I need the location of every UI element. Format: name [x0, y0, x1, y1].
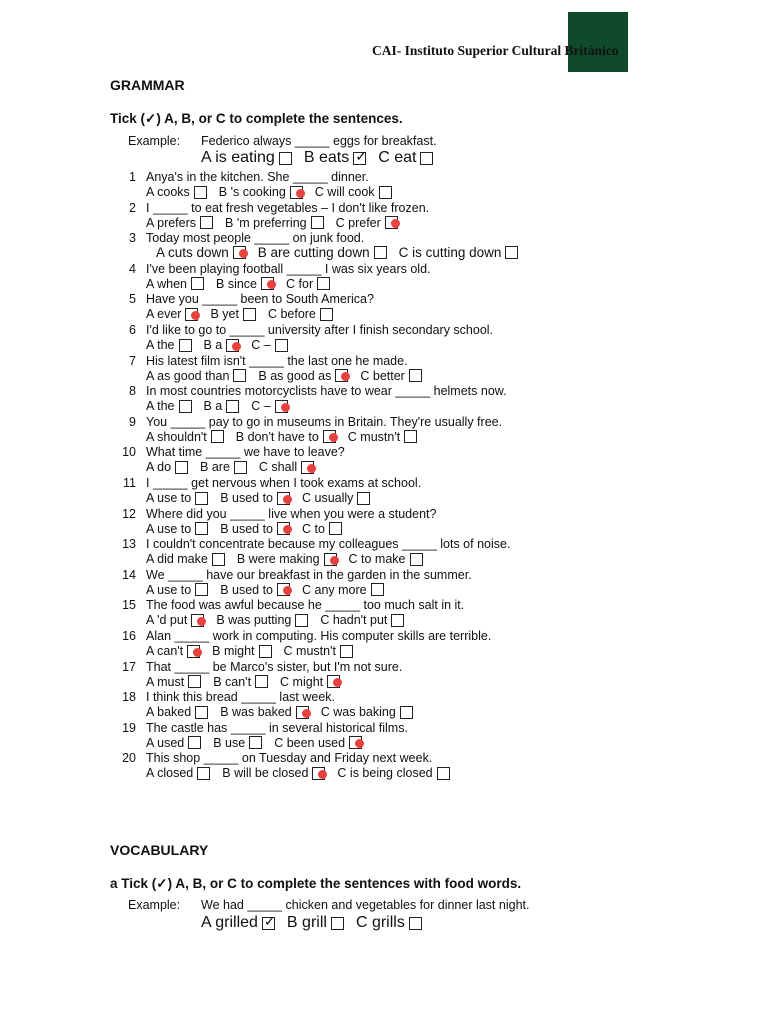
red-dot-mark-icon: [283, 495, 292, 504]
answer-option: [212, 644, 271, 658]
answer-checkbox[interactable]: [404, 430, 417, 443]
red-dot-mark-icon: [391, 219, 400, 228]
option-label: A use to: [146, 582, 192, 597]
answer-checkbox[interactable]: [420, 152, 433, 165]
red-dot-mark-icon: [296, 189, 305, 198]
answer-checkbox[interactable]: [290, 186, 303, 199]
grammar-example-label: Example:: [128, 134, 181, 148]
question-number: 5: [129, 292, 136, 307]
option-label: B as good as: [258, 368, 332, 383]
option-label: B was baked: [220, 705, 292, 720]
answer-option: [146, 491, 208, 505]
red-dot-mark-icon: [329, 433, 338, 442]
question-number: 19: [122, 720, 136, 735]
answer-option: [274, 736, 362, 750]
option-label: C –: [251, 399, 271, 414]
answer-checkbox[interactable]: [211, 430, 224, 443]
option-label: C is being closed: [337, 766, 433, 781]
option-label: C might: [280, 674, 324, 689]
answer-option: [337, 766, 449, 780]
answer-options-row: [146, 307, 345, 321]
option-label: B used to: [220, 582, 274, 597]
option-label: A must: [146, 674, 185, 689]
option-label: A cuts down: [156, 245, 229, 261]
question-number: 20: [122, 751, 136, 766]
answer-checkbox[interactable]: [357, 492, 370, 505]
answer-options-row: [146, 766, 462, 780]
question-number: 11: [123, 476, 136, 490]
option-label: B a: [203, 399, 223, 414]
red-dot-mark-icon: [232, 342, 241, 351]
answer-checkbox[interactable]: [296, 706, 309, 719]
answer-option: [219, 185, 303, 199]
answer-checkbox[interactable]: [249, 736, 262, 749]
answer-option: [320, 613, 404, 627]
answer-option: [315, 185, 392, 199]
answer-option: [378, 149, 433, 167]
question-number: 8: [129, 384, 136, 399]
question-text: I _____ to eat fresh vegetables – I don't like frozen.: [146, 200, 430, 215]
option-label: A 'd put: [146, 613, 188, 628]
answer-option: [201, 914, 275, 932]
answer-checkbox[interactable]: [409, 369, 422, 382]
grammar-example-sentence: Federico always _____ eggs for breakfast.: [201, 134, 437, 148]
red-dot-mark-icon: [302, 709, 311, 718]
question-number: 13: [122, 537, 136, 552]
option-label: C to: [302, 521, 325, 536]
answer-checkbox[interactable]: [385, 216, 398, 229]
answer-checkbox[interactable]: [233, 369, 246, 382]
red-dot-mark-icon: [355, 739, 364, 748]
red-dot-mark-icon: [283, 586, 292, 595]
answer-option: [146, 399, 192, 413]
answer-checkbox[interactable]: [312, 767, 325, 780]
question-text: In most countries motorcyclists have to wear _____ helmets now.: [146, 384, 507, 399]
option-label: C usually: [302, 491, 354, 505]
question-text: We _____ have our breakfast in the garden in the summer.: [146, 567, 472, 582]
red-dot-mark-icon: [267, 280, 276, 289]
answer-checkbox[interactable]: [262, 912, 276, 930]
question-number: 3: [129, 231, 136, 246]
answer-option: [220, 491, 290, 505]
answer-option: [251, 399, 287, 413]
option-label: B use: [213, 735, 246, 750]
option-label: C prefer: [335, 215, 381, 230]
answer-checkbox[interactable]: [323, 430, 336, 443]
option-label: A did make: [146, 552, 208, 567]
answer-option: [146, 705, 208, 719]
answer-checkbox[interactable]: [301, 461, 314, 474]
answer-option: [268, 307, 333, 321]
answer-checkbox[interactable]: [331, 917, 344, 930]
answer-checkbox[interactable]: [187, 645, 200, 658]
answer-option: [259, 460, 314, 474]
answer-option: [237, 552, 337, 566]
question-text: Anya's in the kitchen. She _____ dinner.: [146, 170, 369, 184]
question-text: I'd like to go to _____ university after I finish secondary school.: [146, 323, 494, 337]
answer-checkbox[interactable]: [320, 308, 333, 321]
answer-option: [146, 277, 204, 291]
question-number: 16: [122, 629, 136, 643]
answer-option: [321, 705, 413, 719]
answer-checkbox[interactable]: [191, 277, 204, 290]
answer-option: [146, 430, 224, 444]
answer-option: [146, 338, 192, 352]
answer-option: [258, 369, 348, 383]
answer-option: [146, 460, 188, 474]
vocabulary-example-options: [201, 914, 434, 932]
red-dot-mark-icon: [239, 249, 248, 258]
answer-option: [280, 675, 340, 689]
answer-checkbox[interactable]: [335, 369, 348, 382]
answer-options-row: [146, 583, 396, 597]
answer-option: [201, 149, 292, 167]
red-dot-mark-icon: [197, 617, 206, 626]
option-label: C grills: [355, 914, 405, 931]
answer-checkbox[interactable]: [191, 614, 204, 627]
option-label: C to make: [348, 552, 406, 567]
question-number: 1: [129, 170, 136, 184]
question-number: 9: [129, 414, 136, 429]
option-label: B grill: [286, 914, 327, 931]
option-label: B used to: [220, 491, 274, 505]
answer-option: [146, 522, 208, 536]
answer-checkbox[interactable]: [194, 186, 207, 199]
answer-checkbox[interactable]: [371, 583, 384, 596]
question-text: What time _____ we have to leave?: [146, 445, 345, 460]
answer-checkbox[interactable]: [410, 553, 423, 566]
answer-checkbox[interactable]: [437, 767, 450, 780]
answer-checkbox[interactable]: [195, 522, 208, 535]
answer-options-row: [146, 644, 365, 658]
check-mark-icon: ✓: [355, 147, 367, 164]
option-label: C is cutting down: [398, 245, 502, 261]
answer-option: [210, 307, 256, 321]
option-label: C better: [360, 368, 405, 383]
option-label: C hadn't put: [320, 613, 388, 628]
answer-checkbox[interactable]: [233, 246, 246, 259]
option-label: A can't: [146, 644, 184, 658]
answer-options-row: [146, 399, 300, 413]
option-label: A use to: [146, 491, 192, 505]
answer-option: [216, 613, 308, 627]
answer-checkbox[interactable]: [324, 553, 337, 566]
answer-option: [348, 430, 417, 444]
answer-option: [200, 460, 247, 474]
option-label: C any more: [302, 582, 367, 597]
answer-option: [336, 216, 398, 230]
option-label: B are cutting down: [257, 245, 370, 261]
question-number: 17: [122, 659, 136, 674]
answer-option: [349, 552, 423, 566]
option-label: C eat: [378, 149, 417, 166]
question-text: The food was awful because he _____ too much salt in it.: [146, 598, 465, 613]
question-number: 6: [129, 323, 136, 337]
institution-crest-logo: [568, 12, 628, 72]
answer-option: [146, 369, 246, 383]
answer-checkbox[interactable]: [243, 308, 256, 321]
answer-options-row: [156, 245, 530, 260]
answer-options-row: [146, 705, 425, 719]
question-text: Today most people _____ on junk food.: [146, 231, 365, 246]
answer-option: [146, 216, 213, 230]
question-number: 7: [129, 353, 136, 368]
question-text: Alan _____ work in computing. His computer skills are terrible.: [146, 629, 492, 643]
option-label: A the: [146, 338, 175, 352]
option-label: B a: [203, 338, 223, 352]
answer-checkbox[interactable]: [374, 246, 387, 259]
option-label: B yet: [210, 307, 239, 322]
answer-option: [146, 613, 204, 627]
answer-option: [220, 705, 309, 719]
answer-checkbox[interactable]: [259, 645, 272, 658]
question-text: Have you _____ been to South America?: [146, 292, 374, 307]
option-label: B will be closed: [222, 766, 309, 781]
answer-checkbox[interactable]: [188, 736, 201, 749]
question-text: I _____ get nervous when I took exams at school.: [146, 476, 422, 490]
answer-checkbox[interactable]: [179, 400, 192, 413]
red-dot-mark-icon: [333, 678, 342, 687]
option-label: B 's cooking: [218, 185, 286, 199]
question-number: 10: [122, 445, 136, 460]
answer-options-row: [146, 613, 416, 627]
answer-options-row: [146, 430, 429, 444]
answer-checkbox[interactable]: [226, 339, 239, 352]
question-number: 4: [129, 261, 136, 276]
answer-options-row: [146, 460, 326, 474]
option-label: B don't have to: [235, 429, 319, 444]
question-number: 12: [122, 506, 136, 521]
vocabulary-example-label: Example:: [128, 898, 181, 912]
question-text: Where did you _____ live when you were a student?: [146, 506, 437, 521]
answer-checkbox[interactable]: [340, 645, 353, 658]
answer-options-row: [146, 338, 300, 352]
answer-checkbox[interactable]: [226, 400, 239, 413]
option-label: C was baking: [320, 705, 396, 720]
answer-option: [302, 522, 342, 536]
option-label: A ever: [146, 307, 182, 322]
question-text: I think this bread _____ last week.: [146, 690, 336, 705]
answer-checkbox[interactable]: [349, 736, 362, 749]
option-label: B might: [212, 644, 255, 658]
option-label: A the: [146, 399, 175, 414]
institution-name: CAI- Instituto Superior Cultural Británico: [372, 43, 619, 58]
answer-option: [146, 736, 201, 750]
answer-checkbox[interactable]: [275, 400, 288, 413]
option-label: A as good than: [146, 368, 230, 383]
grammar-heading: GRAMMAR: [110, 77, 185, 93]
option-label: B eats: [303, 149, 350, 166]
option-label: C for: [286, 276, 314, 291]
answer-option: [213, 675, 268, 689]
option-label: C before: [267, 307, 316, 322]
option-label: B used to: [220, 521, 274, 536]
answer-checkbox[interactable]: [327, 675, 340, 688]
answer-checkbox[interactable]: [353, 147, 367, 165]
option-label: B 'm preferring: [225, 215, 307, 230]
option-label: A used: [146, 735, 185, 750]
question-text: I couldn't concentrate because my colleagues _____ lots of noise.: [146, 537, 511, 552]
answer-checkbox[interactable]: [329, 522, 342, 535]
answer-options-row: [146, 277, 342, 291]
answer-checkbox[interactable]: [185, 308, 198, 321]
answer-option: [156, 245, 246, 260]
answer-checkbox[interactable]: [277, 522, 290, 535]
answer-option: [220, 522, 290, 536]
red-dot-mark-icon: [307, 464, 316, 473]
answer-checkbox[interactable]: [200, 216, 213, 229]
answer-checkbox[interactable]: [409, 917, 422, 930]
question-text: His latest film isn't _____ the last one he made.: [146, 353, 408, 368]
answer-checkbox[interactable]: [197, 767, 210, 780]
option-label: A baked: [146, 705, 192, 720]
option-label: A grilled: [201, 914, 258, 931]
answer-option: [302, 491, 370, 505]
red-dot-mark-icon: [283, 525, 292, 534]
answer-options-row: [146, 216, 410, 230]
answer-checkbox[interactable]: [391, 614, 404, 627]
answer-option: [146, 307, 198, 321]
answer-checkbox[interactable]: [195, 583, 208, 596]
option-label: C shall: [258, 460, 298, 475]
option-label: B are: [200, 460, 230, 475]
answer-options-row: [146, 369, 434, 383]
answer-option: [146, 185, 207, 199]
answer-option: [146, 766, 210, 780]
question-text: I've been playing football _____ I was six years old.: [146, 261, 431, 276]
option-label: C –: [251, 338, 271, 352]
answer-options-row: [146, 491, 382, 505]
option-label: B can't: [213, 674, 252, 689]
answer-option: [399, 245, 519, 260]
answer-checkbox[interactable]: [279, 152, 292, 165]
answer-checkbox[interactable]: [277, 492, 290, 505]
answer-options-row: [146, 185, 404, 199]
question-number: 15: [122, 598, 136, 613]
answer-option: [220, 583, 290, 597]
red-dot-mark-icon: [330, 556, 339, 565]
option-label: A prefers: [146, 215, 197, 230]
option-label: A cooks: [146, 185, 190, 199]
answer-option: [284, 644, 353, 658]
answer-option: [236, 430, 336, 444]
vocabulary-example-sentence: We had _____ chicken and vegetables for dinner last night.: [201, 898, 530, 912]
answer-option: [258, 245, 387, 260]
answer-checkbox[interactable]: [317, 277, 330, 290]
answer-option: [204, 338, 240, 352]
answer-checkbox[interactable]: [188, 675, 201, 688]
red-dot-mark-icon: [193, 648, 202, 657]
answer-option: [222, 766, 325, 780]
answer-checkbox[interactable]: [234, 461, 247, 474]
option-label: A shouldn't: [146, 429, 207, 444]
question-text: You _____ pay to go in museums in Britain. They're usually free.: [146, 414, 503, 429]
answer-checkbox[interactable]: [311, 216, 324, 229]
answer-options-row: [146, 736, 374, 750]
answer-checkbox[interactable]: [195, 706, 208, 719]
answer-option: [146, 583, 208, 597]
red-dot-mark-icon: [341, 372, 350, 381]
option-label: C been used: [274, 735, 346, 750]
answer-option: [356, 914, 422, 932]
question-number: 18: [122, 690, 136, 705]
option-label: C will cook: [314, 185, 375, 199]
option-label: C mustn't: [283, 644, 336, 658]
answer-checkbox[interactable]: [212, 553, 225, 566]
answer-checkbox[interactable]: [275, 339, 288, 352]
answer-checkbox[interactable]: [195, 492, 208, 505]
vocabulary-heading: VOCABULARY: [110, 842, 209, 858]
option-label: B was putting: [216, 613, 292, 628]
question-text: That _____ be Marco's sister, but I'm not sure.: [146, 659, 403, 674]
answer-option: [286, 277, 330, 291]
answer-checkbox[interactable]: [261, 277, 274, 290]
option-label: A closed: [146, 766, 194, 781]
red-dot-mark-icon: [281, 403, 290, 412]
grammar-instruction: Tick (✓) A, B, or C to complete the sentences.: [110, 111, 403, 126]
red-dot-mark-icon: [318, 770, 327, 779]
answer-checkbox[interactable]: [379, 186, 392, 199]
answer-checkbox[interactable]: [505, 246, 518, 259]
answer-options-row: [146, 675, 352, 689]
option-label: C mustn't: [347, 429, 401, 444]
red-dot-mark-icon: [191, 311, 200, 320]
vocabulary-instruction: a Tick (✓) A, B, or C to complete the sentences with food words.: [110, 876, 522, 891]
answer-option: [287, 914, 344, 932]
answer-option: [204, 399, 240, 413]
question-number: 14: [122, 567, 136, 582]
question-number: 2: [129, 200, 136, 215]
answer-option: [216, 277, 274, 291]
option-label: A is eating: [201, 149, 275, 166]
answer-option: [213, 736, 262, 750]
answer-checkbox[interactable]: [400, 706, 413, 719]
answer-checkbox[interactable]: [277, 583, 290, 596]
option-label: B were making: [236, 552, 320, 567]
answer-checkbox[interactable]: [255, 675, 268, 688]
answer-checkbox[interactable]: [175, 461, 188, 474]
answer-option: [304, 149, 366, 167]
option-label: B since: [216, 276, 258, 291]
answer-option: [225, 216, 324, 230]
answer-option: [302, 583, 384, 597]
question-text: This shop _____ on Tuesday and Friday next week.: [146, 751, 433, 766]
option-label: A when: [146, 276, 188, 291]
answer-option: [146, 644, 200, 658]
answer-checkbox[interactable]: [295, 614, 308, 627]
answer-option: [251, 338, 287, 352]
option-label: A do: [146, 460, 172, 475]
answer-option: [146, 675, 201, 689]
answer-option: [146, 552, 225, 566]
answer-options-row: [146, 552, 435, 566]
answer-options-row: [146, 522, 354, 536]
grammar-example-options: [201, 149, 445, 167]
option-label: A use to: [146, 521, 192, 536]
answer-checkbox[interactable]: [179, 339, 192, 352]
question-text: The castle has _____ in several historical films.: [146, 720, 408, 735]
answer-option: [360, 369, 421, 383]
check-mark-icon: ✓: [263, 912, 276, 929]
